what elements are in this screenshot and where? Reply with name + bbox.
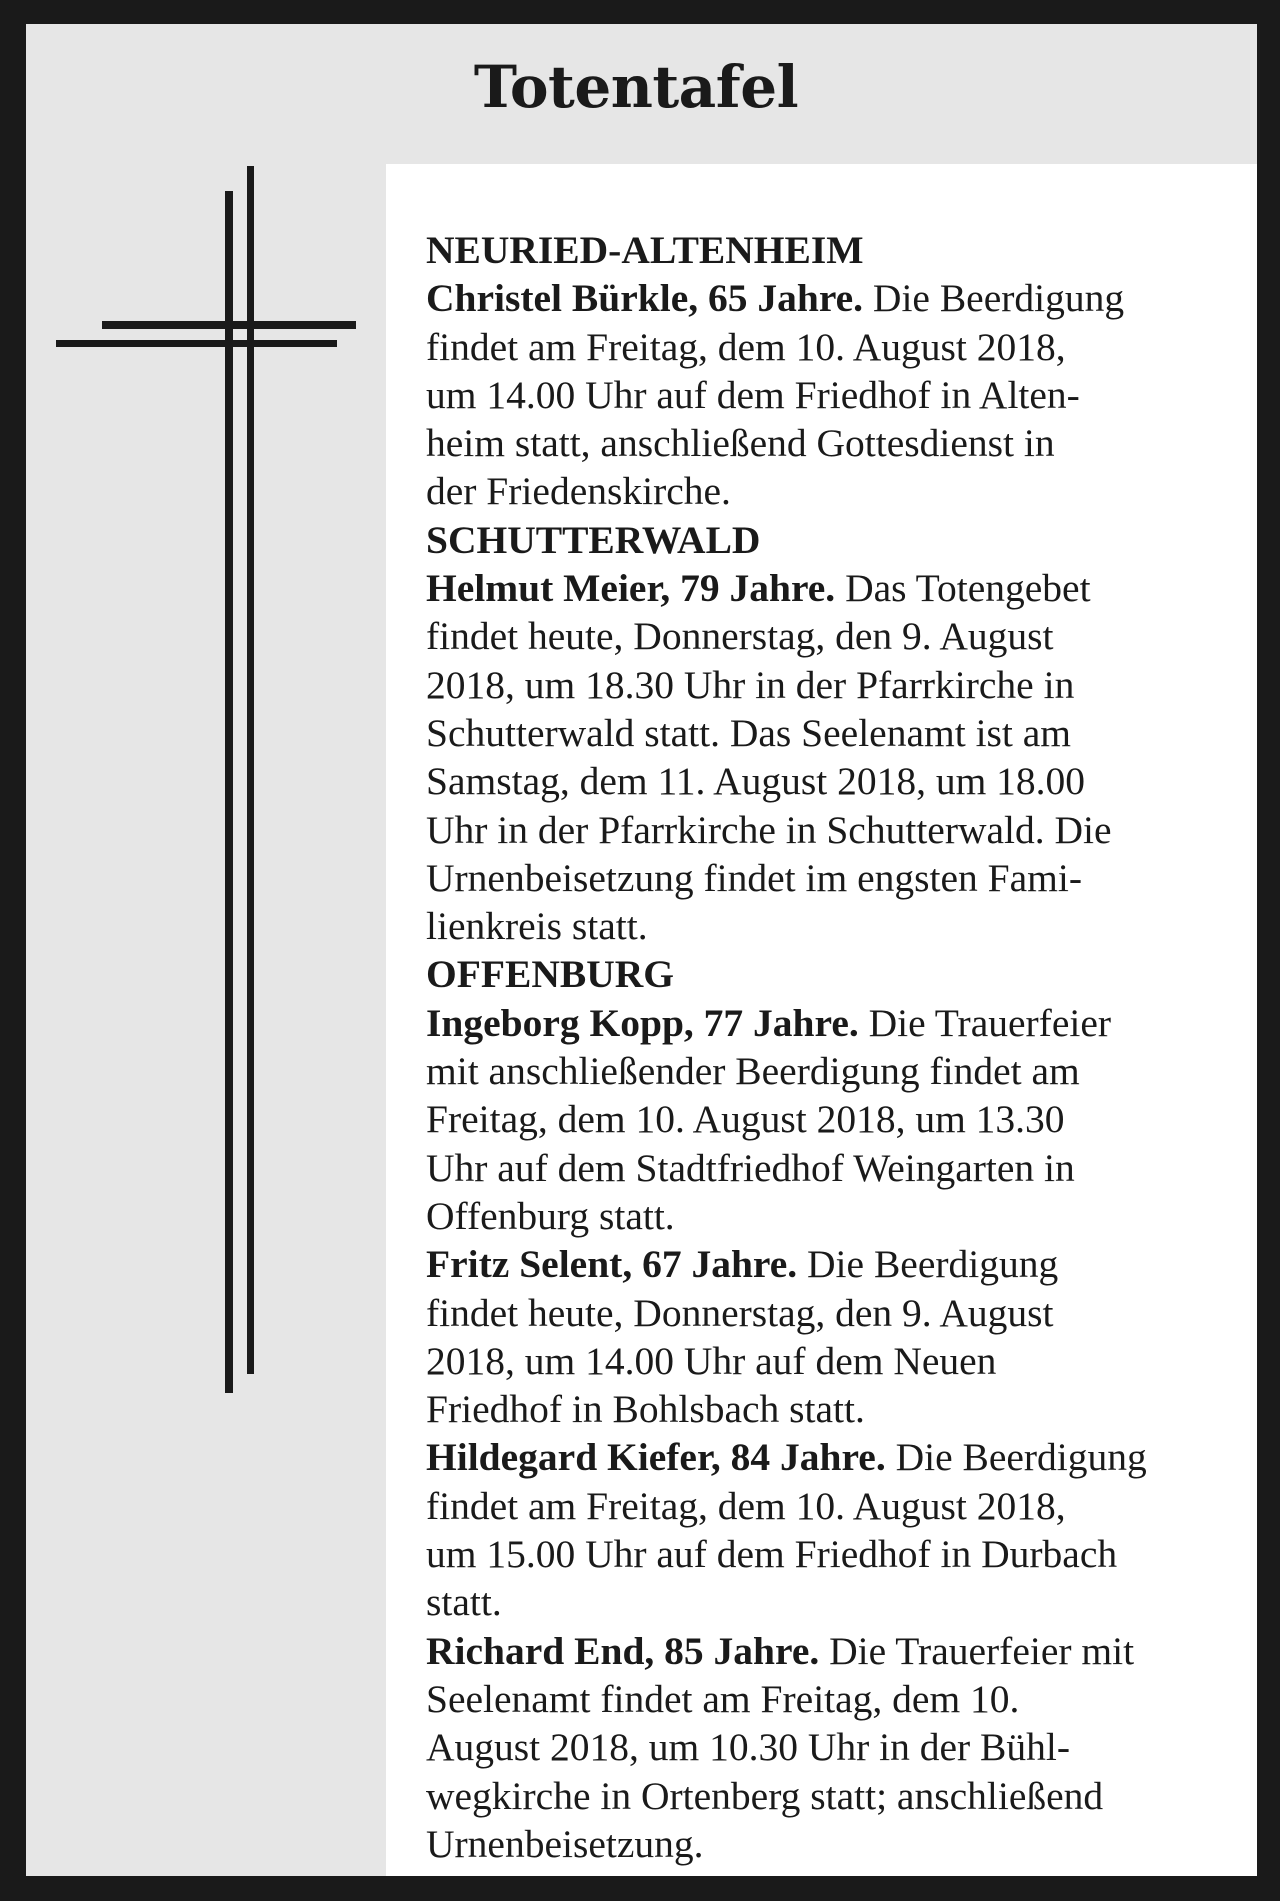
- obituary-entry: Christel Bürkle, 65 Jahre. Die Beerdigung findet am Freitag, dem 10. August 2018, um 14.00 Uhr auf dem Friedhof in Alten- heim statt, anschließend Gottesdienst in der Friedenskirche.: [426, 276, 1125, 514]
- obituary-entry: Helmut Meier, 79 Jahre. Das Totengebet findet heute, Donnerstag, den 9. August 2018, um 18.30 Uhr in der Pfarrkirche in Schutterwald statt. Das Seelenamt ist am Samstag, dem 11. August 2018, um 18.00 Uhr in der Pfarrkirche in Schutterwald. Die Urnenbeisetzung findet im engsten Fami- lienkreis statt.: [426, 566, 1112, 949]
- obituary-text: [426, 226, 1227, 1868]
- obituary-list: [386, 164, 1257, 1876]
- deceased-name: Hildegard Kiefer, 84 Jahre.: [426, 1435, 886, 1480]
- obituary-page: [26, 24, 1257, 1876]
- town-heading: OFFENBURG: [426, 952, 674, 997]
- deceased-name: Christel Bürkle, 65 Jahre.: [426, 276, 864, 321]
- town-heading: SCHUTTERWALD: [426, 517, 761, 562]
- town-heading: NEURIED-ALTENHEIM: [426, 228, 864, 272]
- page-title: Totentafel: [473, 53, 799, 121]
- cross-icon: [26, 24, 386, 1876]
- deceased-name: Fritz Selent, 67 Jahre.: [426, 1242, 798, 1287]
- deceased-name: Helmut Meier, 79 Jahre.: [426, 566, 836, 611]
- obituary-entry: Fritz Selent, 67 Jahre. Die Beerdigung findet heute, Donnerstag, den 9. August 2018, um 14.00 Uhr auf dem Neuen Friedhof in Bohlsbach statt.: [426, 1242, 1059, 1432]
- obituary-entry: Hildegard Kiefer, 84 Jahre. Die Beerdigung findet am Freitag, dem 10. August 2018, um 15.00 Uhr auf dem Friedhof in Durbach statt.: [426, 1435, 1147, 1625]
- deceased-name: Richard End, 85 Jahre.: [426, 1628, 820, 1673]
- obituary-entry: Ingeborg Kopp, 77 Jahre. Die Trauerfeier mit anschließender Beerdigung findet am Freitag, dem 10. August 2018, um 13.30 Uhr auf dem Stadtfriedhof Weingarten in Offenburg statt.: [426, 1000, 1112, 1238]
- deceased-name: Ingeborg Kopp, 77 Jahre.: [426, 1000, 859, 1045]
- obituary-entry: Richard End, 85 Jahre. Die Trauerfeier mit Seelenamt findet am Freitag, dem 10. August 2018, um 10.30 Uhr in der Bühl- wegkirche in Ortenberg statt; anschließend Urnenbeisetzung.: [426, 1628, 1135, 1866]
